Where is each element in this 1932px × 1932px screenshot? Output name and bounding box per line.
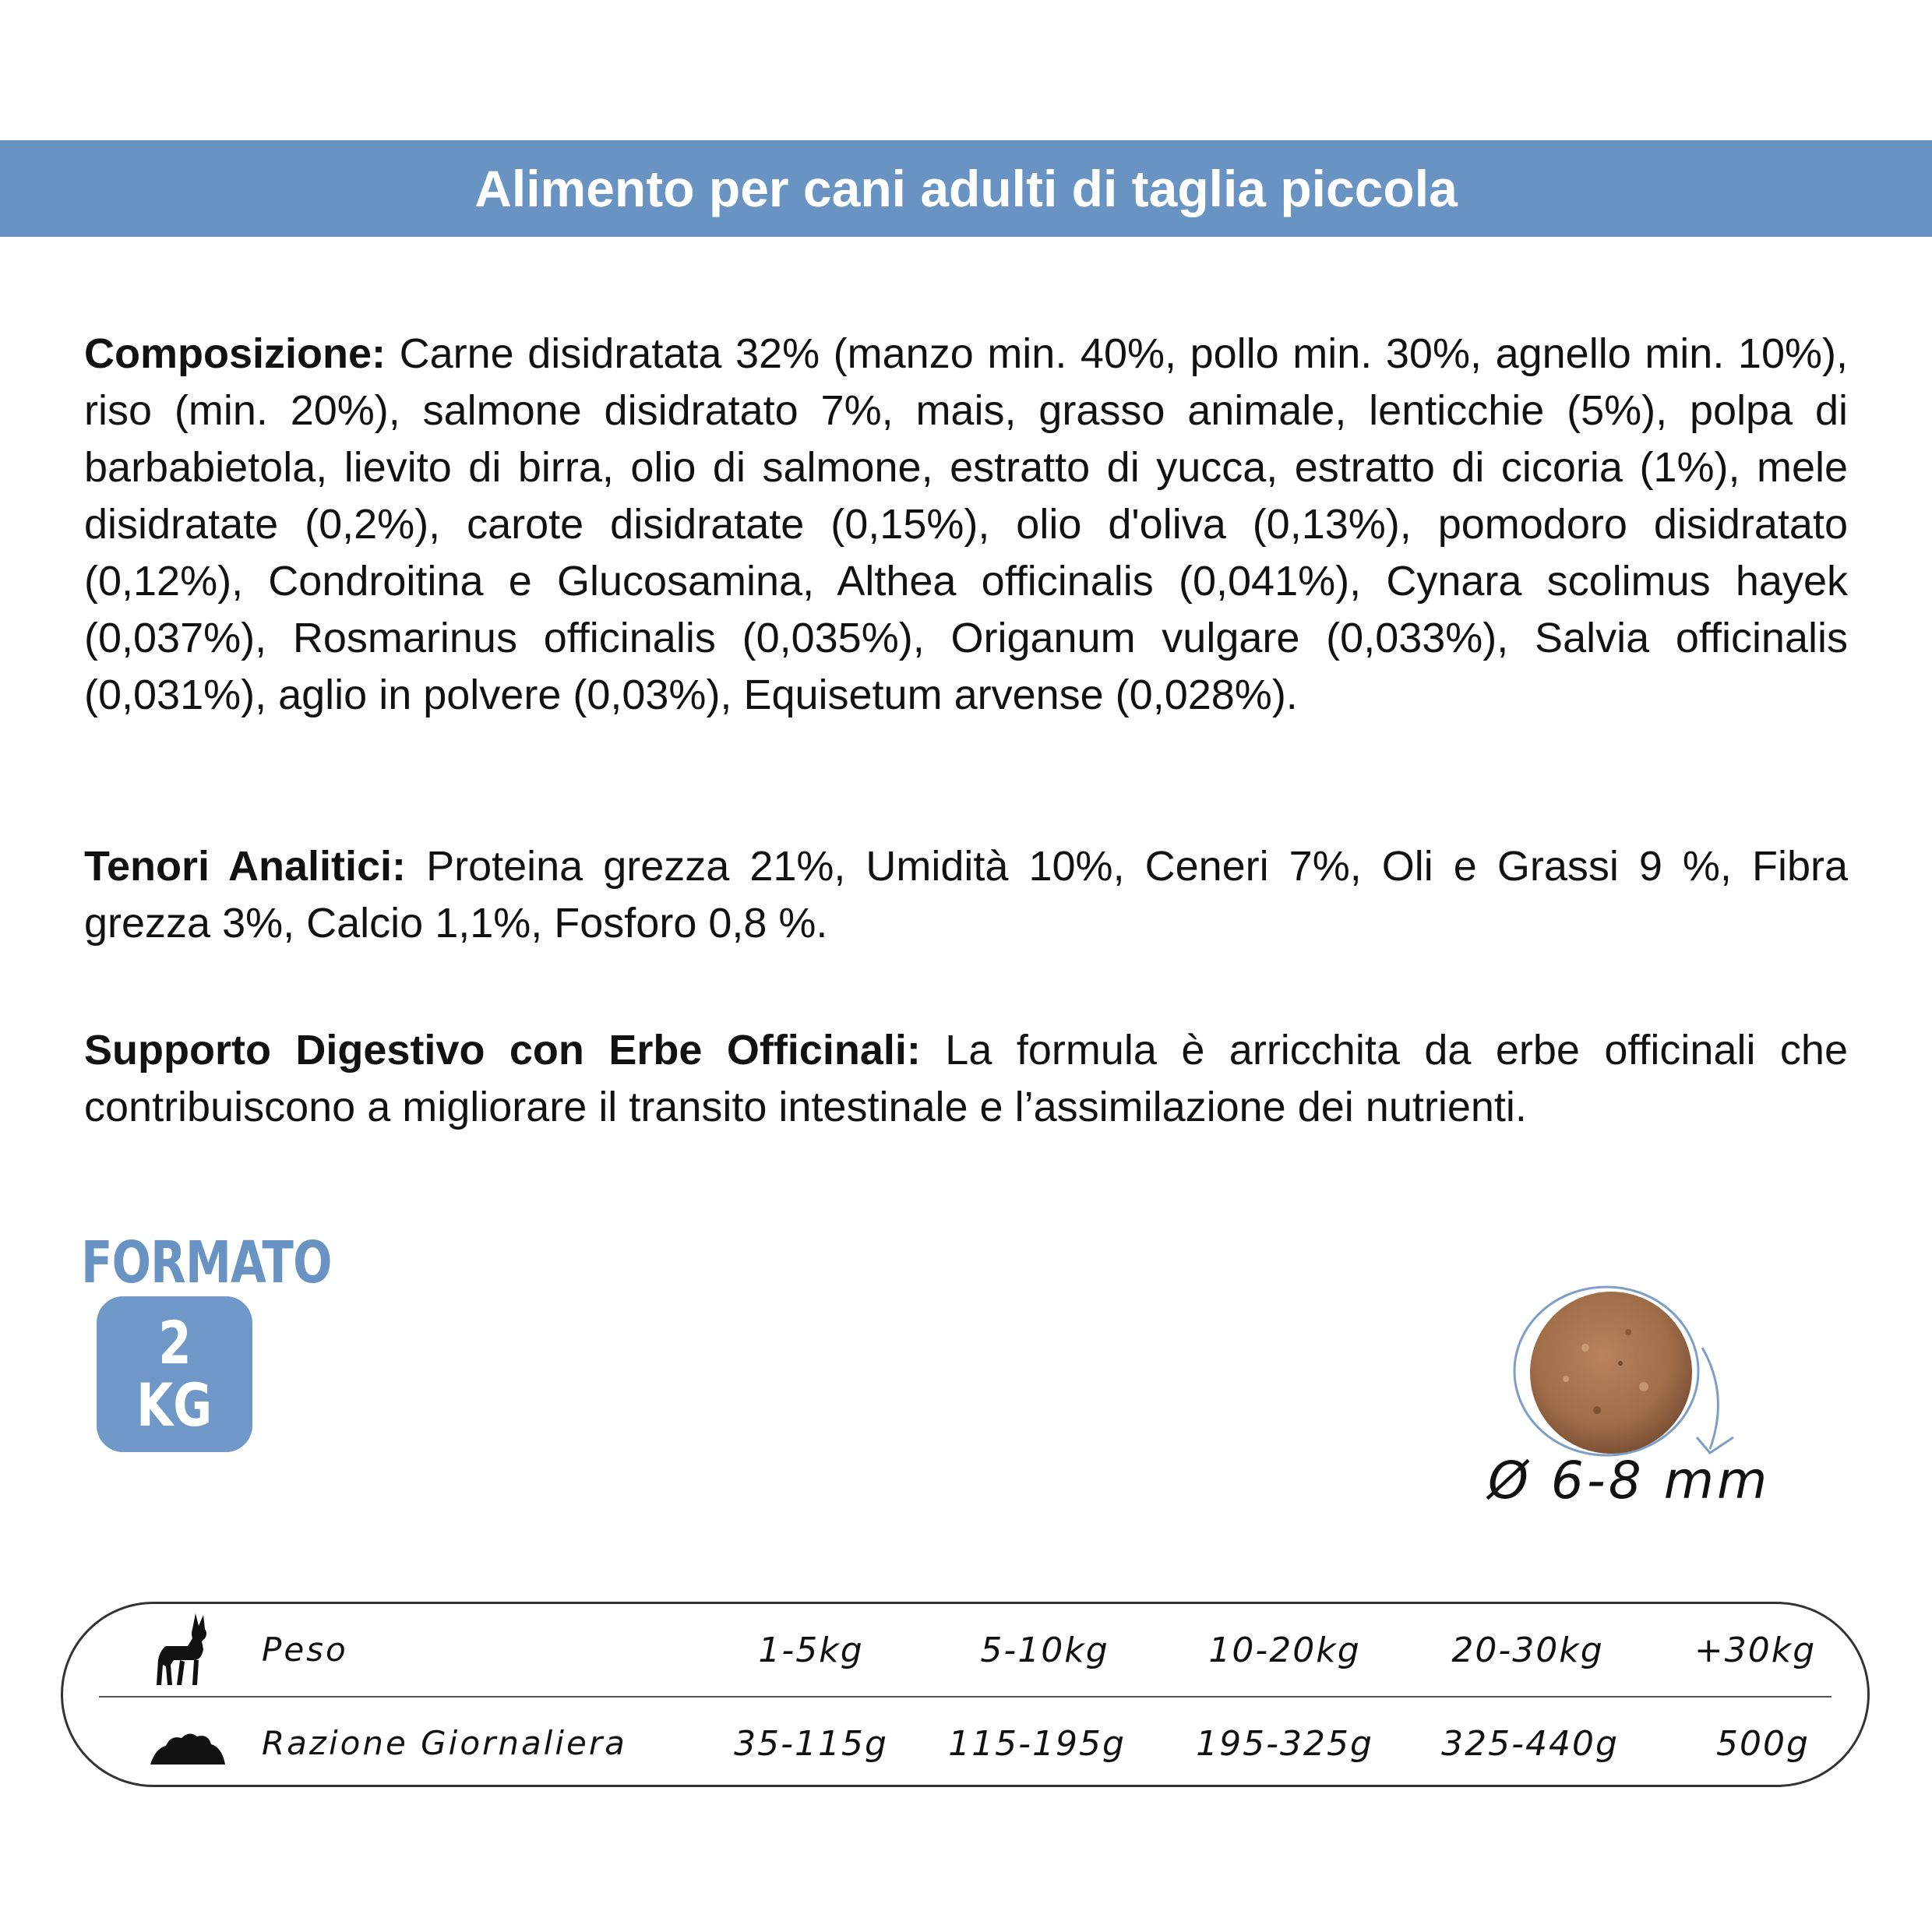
ration-cell: 35-115g: [734, 1724, 888, 1764]
analytic-label: Tenori Analitici:: [84, 843, 407, 890]
weight-cell: 20-30kg: [1451, 1631, 1604, 1670]
weight-cell: 1-5kg: [758, 1631, 864, 1670]
weight-cell: 10-20kg: [1208, 1631, 1361, 1670]
digestive-section: [84, 1022, 1848, 1136]
weight-cell: 5-10kg: [980, 1631, 1109, 1670]
ration-table: [61, 1602, 1870, 1787]
format-badge: [97, 1296, 252, 1452]
weight-label: Peso: [262, 1631, 348, 1669]
weight-row: [63, 1604, 1867, 1696]
composition-label: Composizione:: [84, 330, 386, 377]
analytic-section: [84, 838, 1848, 952]
ration-label: Razione Giornaliera: [262, 1724, 627, 1762]
analytic-text: Proteina grezza 21%, Umidità 10%, Ceneri 7%, Oli e Grassi 9 %, Fibra grezza 3%, Calcio 1,1%, Fosforo 0,8 %.: [84, 843, 1848, 947]
dog-icon: [157, 1610, 219, 1688]
composition-section: [84, 326, 1848, 724]
digestive-text: La formula è arricchita da erbe officinali che contribuiscono a migliorare il transito intestinale e l’assimilazione dei nutrienti.: [84, 1027, 1848, 1130]
food-pile-icon: [149, 1729, 227, 1768]
format-unit: KG: [136, 1370, 213, 1440]
composition-text: Carne disidratata 32% (manzo min. 40%, pollo min. 30%, agnello min. 10%), riso (min. 20%), salmone disidratato 7%, mais, grasso animale, lenticchie (5%), polpa di barbabietola, lievito di birra, olio di salmone, estratto di yucca, estratto di cicoria (1%), mele disidratate (0,2%), carote disidratate (0,15%), olio d'oliva (0,13%), pomodoro disidratato (0,12%), Condroitina e Glucosamina, Althea officinalis (0,041%), Cynara scolimus hayek (0,037%), Rosmarinus officinalis (0,035%), Origanum vulgare (0,033%), Salvia officinalis (0,031%), aglio in polvere (0,03%), Equisetum arvense (0,028%).: [84, 330, 1848, 718]
ration-cell: 500g: [1716, 1724, 1810, 1764]
format-label: FORMATO: [81, 1229, 332, 1296]
format-amount: 2: [157, 1308, 192, 1377]
ration-cell: 325-440g: [1441, 1724, 1619, 1764]
ration-row: [63, 1698, 1867, 1789]
digestive-label: Supporto Digestivo con Erbe Officinali:: [84, 1027, 921, 1074]
page-title: Alimento per cani adulti di taglia piccola: [474, 160, 1458, 217]
ration-cell: 195-325g: [1196, 1724, 1373, 1764]
header-banner: [0, 140, 1932, 237]
weight-cell: +30kg: [1694, 1631, 1817, 1670]
ration-cell: 115-195g: [948, 1724, 1126, 1764]
kibble-size: Ø 6-8 mm: [1488, 1451, 1771, 1511]
